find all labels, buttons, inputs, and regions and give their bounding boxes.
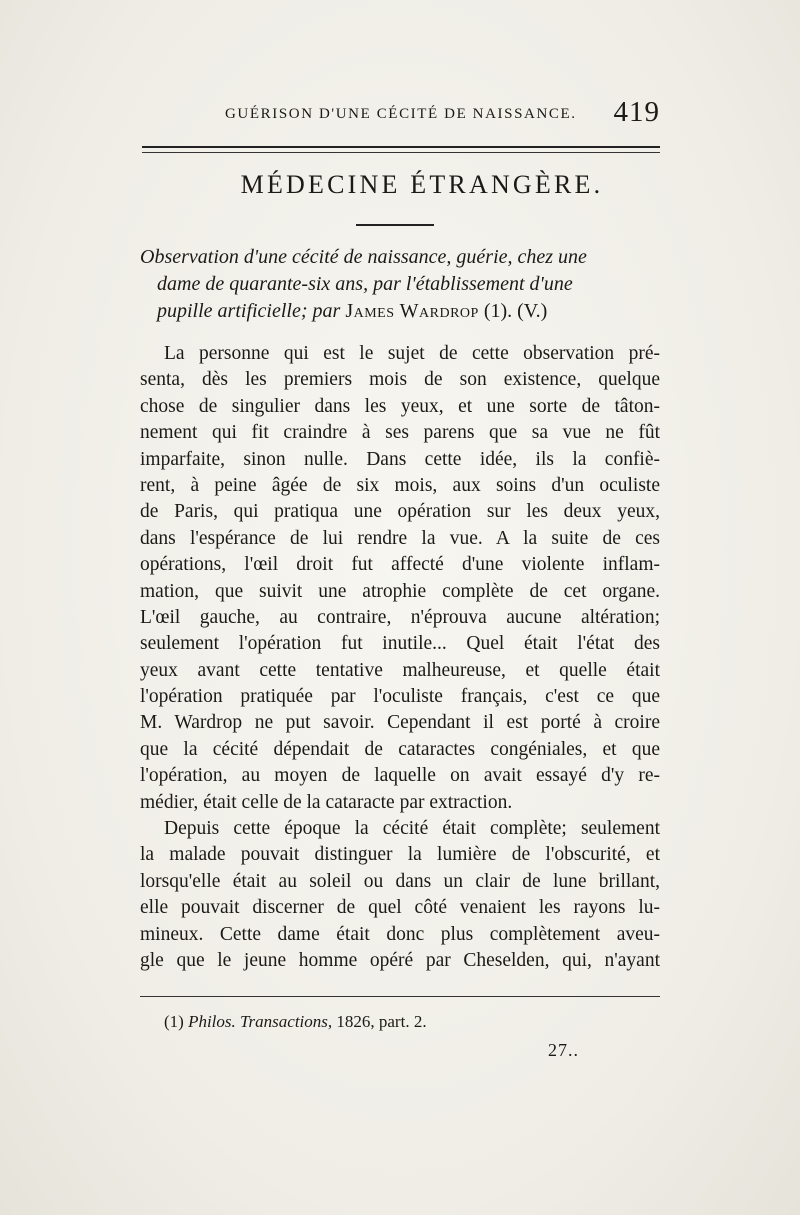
text-line: elle pouvait discerner de quel côté venaient les rayons lu- — [140, 897, 660, 919]
observation-title — [140, 244, 664, 325]
section-title: MÉDECINE ÉTRANGÈRE. — [240, 170, 604, 199]
text-line: M. Wardrop ne put savoir. Cependant il est porté à croire — [140, 712, 660, 734]
text-line: La personne qui est le sujet de cette observation pré- — [164, 343, 660, 364]
text-line: mineux. Cette dame était donc plus complètement aveu- — [140, 923, 660, 945]
text-line: lorsqu'elle était au soleil ou dans un clair de lune brillant, — [140, 870, 660, 892]
text-line: médier, était celle de la cataracte par extraction. — [140, 791, 513, 813]
footnote-reference: (1). (V.) — [478, 300, 548, 322]
text-line: rent, à peine âgée de six mois, aux soins d'un oculiste — [140, 474, 660, 496]
text-line: que la cécité dépendait de cataractes congéniales, et que — [140, 738, 660, 760]
text-line: imparfaite, sinon nulle. Dans cette idée, ils la confiè- — [140, 448, 660, 470]
text-line: yeux avant cette tentative malheureuse, et quelle était — [140, 659, 660, 681]
text-line: senta, dès les premiers mois de son existence, quelque — [140, 369, 660, 391]
header-rule-thin — [142, 152, 660, 153]
footnote-source: Philos. Transactions — [188, 1012, 328, 1031]
text-line: l'opération, au moyen de laquelle on avait essayé d'y re- — [140, 765, 660, 787]
signature-mark: 27.. — [548, 1040, 579, 1060]
footnote — [164, 1012, 427, 1032]
text-line: L'œil gauche, au contraire, n'éprouva aucune altération; — [140, 606, 660, 628]
text-line: opérations, l'œil droit fut affecté d'une violente inflam- — [140, 554, 660, 576]
text-line: seulement l'opération fut inutile... Quel était l'état des — [140, 633, 660, 655]
observation-title-line: Observation d'une cécité de naissance, guérie, chez une — [140, 246, 587, 268]
text-line: chose de singulier dans les yeux, et une sorte de tâton- — [140, 395, 660, 417]
page-number: 419 — [613, 96, 660, 128]
text-line: nement qui fit craindre à ses parens que sa vue ne fût — [140, 422, 660, 444]
observation-title-text: pupille artificielle; par — [157, 300, 346, 322]
text-line: dans l'espérance de lui rendre la vue. A la suite de ces — [140, 527, 660, 549]
author-name: James Wardrop — [345, 300, 479, 322]
text-line: de Paris, qui pratiqua une opération sur les deux yeux, — [140, 501, 660, 523]
footnote-rule — [140, 996, 660, 997]
header-rule — [142, 146, 660, 148]
text-line: l'opération pratiquée par l'oculiste français, c'est ce que — [140, 686, 660, 708]
observation-title-line — [140, 298, 664, 325]
observation-title-line: dame de quarante-six ans, par l'établissement d'une — [157, 273, 573, 295]
text-line: mation, que suivit une atrophie complète de cet organe. — [140, 580, 660, 602]
text-line: Depuis cette époque la cécité était complète; seulement — [164, 818, 660, 840]
text-line: la malade pouvait distinguer la lumière de l'obscurité, et — [140, 844, 660, 866]
footnote-marker: (1) — [164, 1012, 189, 1031]
text-line: gle que le jeune homme opéré par Cheselden, qui, n'ayant — [140, 949, 660, 971]
running-title: GUÉRISON D'UNE CÉCITÉ DE NAISSANCE. — [225, 106, 577, 122]
title-divider — [356, 224, 434, 226]
body-text — [140, 341, 660, 974]
footnote-detail: , 1826, part. 2. — [327, 1012, 427, 1031]
running-head — [140, 96, 660, 136]
